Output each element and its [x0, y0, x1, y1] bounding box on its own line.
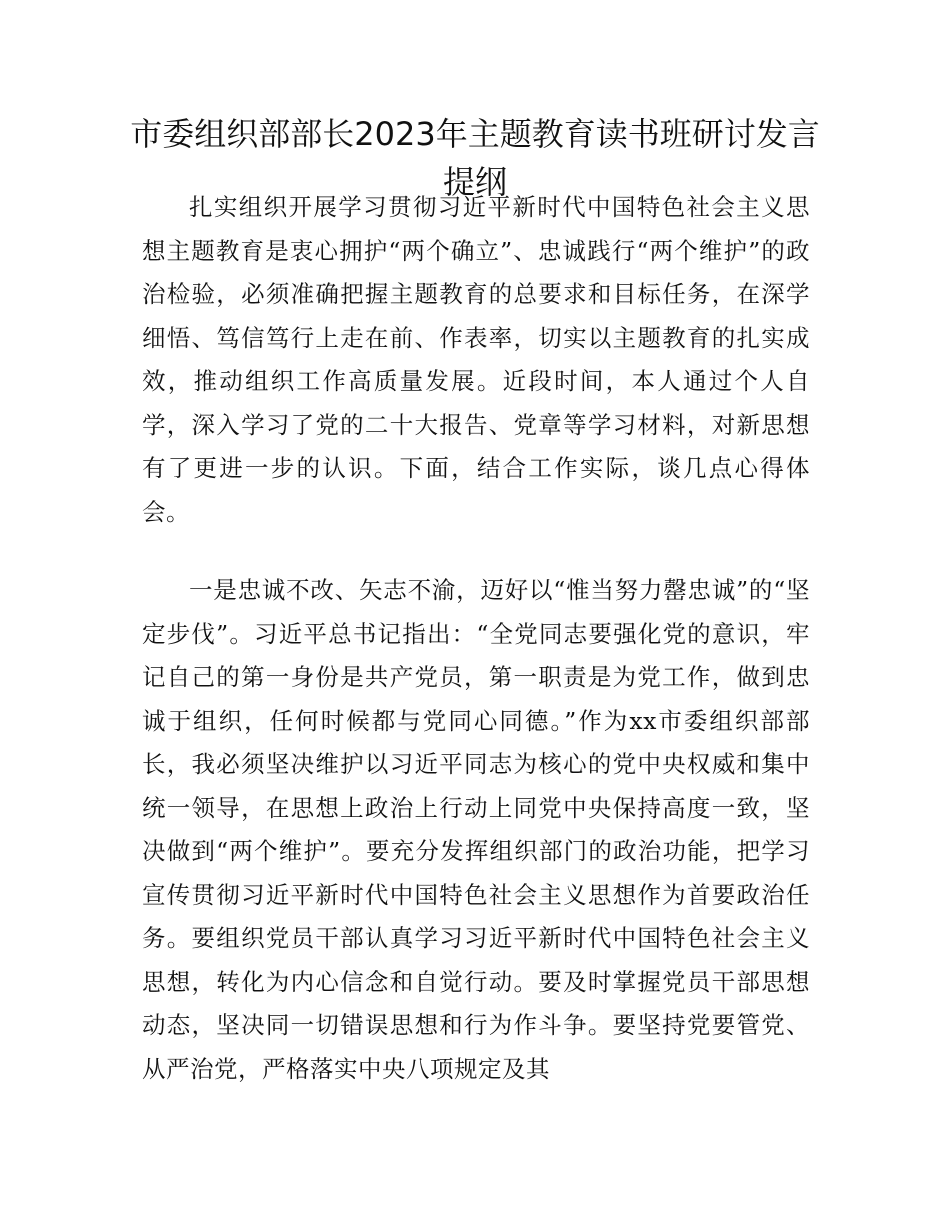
paragraph-intro: 扎实组织开展学习贯彻习近平新时代中国特色社会主义思想主题教育是衷心拥护“两个确立”、忠诚践行“两个维护”的政治检验，必须准确把握主题教育的总要求和目标任务，在深学细悟、笃信笃行上走在前、作表率，切实以主题教育的扎实成效，推动组织工作高质量发展。近段时间，本人通过个人自学，深入学习了党的二十大报告、党章等学习材料，对新思想有了更进一步的认识。下面，结合工作实际，谈几点心得体会。	[142, 193, 810, 526]
document-title: 市委组织部部长2023年主题教育读书班研讨发言提纲	[130, 115, 820, 201]
paragraph-point-one: 一是忠诚不改、矢志不渝，迈好以“惟当努力罄忠诚”的“坚定步伐”。习近平总书记指出：“全党同志要强化党的意识，牢记自己的第一身份是共产党员，第一职责是为党工作，做到忠诚于组织，任何时候都与党同心同德。”作为xx市委组织部部长，我必须坚决维护以习近平同志为核心的党中央权威和集中统一领导，在思想上政治上行动上同党中央保持高度一致，坚决做到“两个维护”。要充分发挥组织部门的政治功能，把学习宣传贯彻习近平新时代中国特色社会主义思想作为首要政治任务。要组织党员干部认真学习习近平新时代中国特色社会主义思想，转化为内心信念和自觉行动。要及时掌握党员干部思想动态，坚决同一切错误思想和行为作斗争。要坚持党要管党、从严治党，严格落实中央八项规定及其	[142, 576, 810, 1083]
